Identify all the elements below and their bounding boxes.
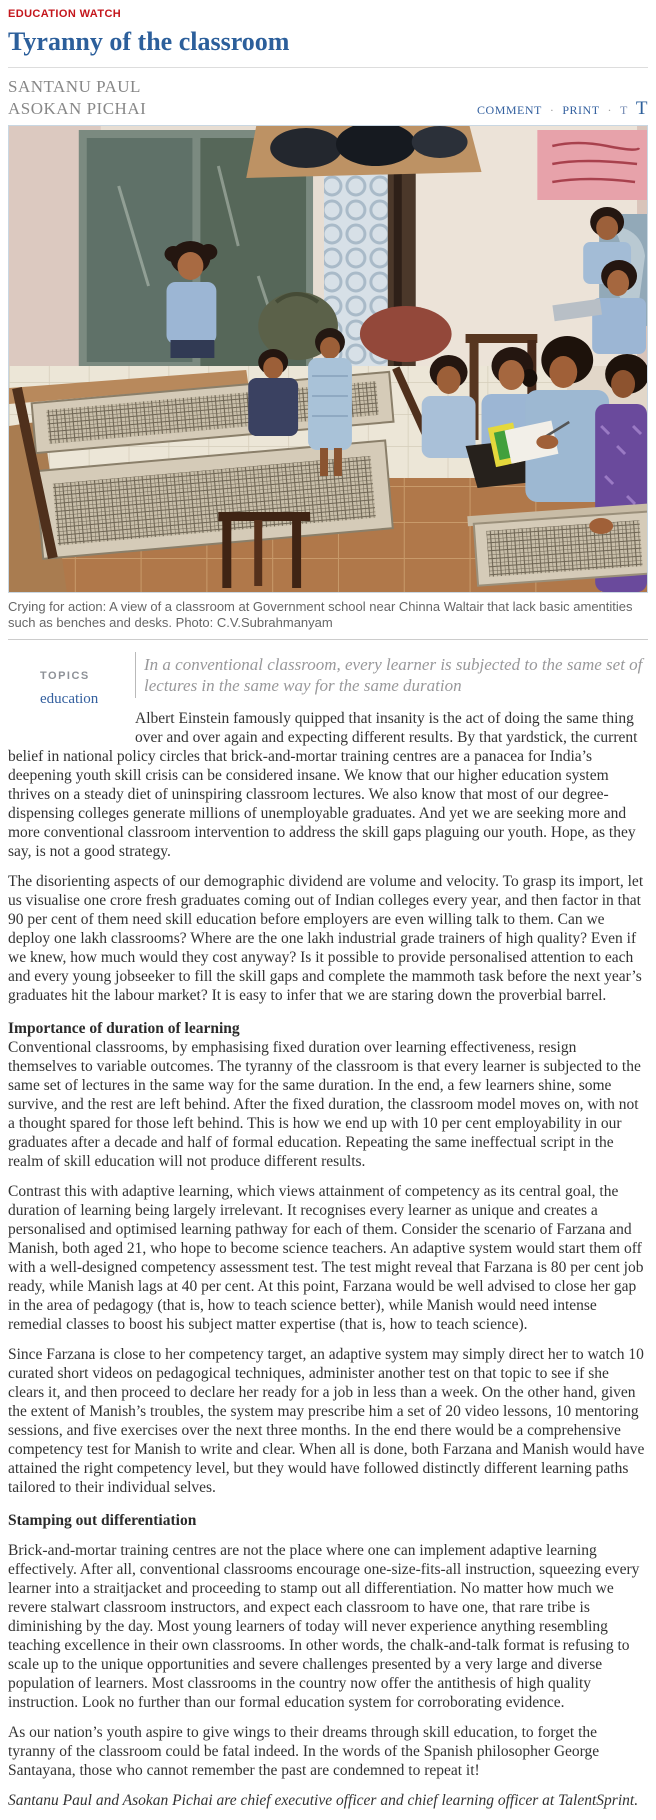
- classroom-photo-illustration: [9, 126, 647, 592]
- author-name: ASOKAN PICHAI: [8, 99, 147, 118]
- paragraph: Conventional classrooms, by emphasising fixed duration over learning effectiveness, resign themselves to variable outcomes. The tyranny of the classroom is that every learner is subjected to the same set of lectures in the same way for the same duration. In the end, a few learners shine, some survive, and the rest are left behind. After the fixed duration, the classroom model moves on, with not a thought spared for those left behind. This is how we end up with 10 per cent employability in our graduates after a decade and half of formal education. Repeating the same ineffectual script in the realm of skill education will not produce different results.: [8, 1039, 641, 1170]
- photo-caption: Crying for action: A view of a classroom at Government school near Chinna Waltair that lack basic amentities such as benches and desks. Photo: C.V.Subrahmanyam: [8, 599, 633, 630]
- back-bench-with-bags: [246, 126, 481, 178]
- author-credit: Santanu Paul and Asokan Pichai are chief executive officer and chief learning officer at TalentSprint.: [8, 1792, 639, 1809]
- topics-label: TOPICS: [40, 670, 90, 682]
- pull-quote: In a conventional classroom, every learner is subjected to the same set of lectures in the same way for the same duration: [135, 652, 648, 698]
- topic-link-education[interactable]: education: [40, 691, 99, 707]
- comment-link[interactable]: COMMENT: [477, 103, 542, 117]
- toolbar-separator: ·: [607, 103, 613, 117]
- section-kicker: EDUCATION WATCH: [8, 8, 122, 20]
- paragraph: Albert Einstein famously quipped that insanity is the act of doing the same thing over and over again and expecting different results. By that yardstick, the current belief in national policy circles that brick-and-mortar training centres are a panacea for India’s deepening youth skill crisis can be considered insane. We know that our higher education system thrives on a steady diet of uninspiring classroom lectures. We also know that most of our degree-dispensing colleges generate millions of unemployable graduates. And yet we are seeking more and more conventional classroom intervention to address the skill gaps plaguing our youth. Hope, as they say, is not a good strategy.: [8, 710, 638, 860]
- student-hand: [589, 518, 613, 534]
- topics-sidebar: [8, 652, 135, 746]
- caption-divider: [8, 639, 648, 640]
- paragraph: As our nation’s youth aspire to give wings to their dreams through skill education, to forget the tyranny of the classroom could be fatal indeed. In the words of the Spanish philosopher George Santayana, those who cannot remember the past are condemned to repeat it!: [8, 1724, 600, 1779]
- byline: [8, 76, 146, 120]
- article-photo: [8, 125, 648, 593]
- byline-row: [8, 76, 648, 120]
- paragraph: The disorienting aspects of our demographic dividend are volume and velocity. To grasp its import, let us visualise one crore fresh graduates coming out of Indian colleges every year, and then factor in that 90 per cent of them need skill education before employers are even willing talk to them. Can we deploy one lakh classrooms? Where are the one lakh industrial grade trainers of high quality? Even if we knew, how much would they cost anyway? Is it possible to provide personalised attention to each and every young jobseeker to fill the skill gaps and complete the mammoth task before the next year’s graduates hit the labour market? It is easy to infer that we are staring down the proverbial barrel.: [8, 873, 644, 1004]
- paragraph: Brick-and-mortar training centres are not the place where one can implement adaptive learning effectively. After all, conventional classrooms encourage one-size-fits-all instruction, squeezing every learner into a straitjacket and proceeding to stamp out all differentiation. No matter how much we revere stalwart classroom instructors, and expect each classroom to have one, that rare tribe is diminishing by the day. Most young learners of today will never experience anything resembling teaching excellence in their own classrooms. In other words, the chalk-and-talk format is refusing to scale up to the unique opportunities and severe challenges presented by a very large and diverse population of learners. Most classrooms in the country now offer the antithesis of high quality instruction. Look no further than our formal education system for corroborating evidence.: [8, 1542, 640, 1711]
- text-size-decrease-button[interactable]: T: [620, 103, 628, 117]
- student: [165, 241, 218, 358]
- toolbar-separator: ·: [549, 103, 555, 117]
- article-body: [8, 652, 648, 1810]
- section-heading: Stamping out differentiation: [8, 1512, 197, 1529]
- author-name: SANTANU PAUL: [8, 77, 141, 96]
- student: [422, 355, 476, 458]
- page-title: Tyranny of the classroom: [8, 27, 290, 56]
- mesh-desk-right: [467, 503, 647, 586]
- header-divider: [8, 67, 648, 68]
- paragraph: Contrast this with adaptive learning, which views attainment of competency as its central goal, the duration of learning being largely irrelevant. It recognises every learner as unique and creates a personalised and optimised learning pathway for each of them. Consider the scenario of Farzana and Manish, both aged 21, who hope to become science teachers. An adaptive system would start them off with a well-designed competency assessment test. The test might reveal that Farzana is 80 per cent job ready, while Manish lags at 40 per cent. At this point, Farzana would be well advised to close her gap in the area of pedagogy (that is, how to teach science better), while Manish would need intense remedial classes to boost his subject matter expertise (that is, how to teach science).: [8, 1183, 644, 1333]
- section-heading: Importance of duration of learning: [8, 1020, 240, 1037]
- print-link[interactable]: PRINT: [562, 103, 600, 117]
- article-toolbar: [477, 98, 648, 120]
- text-size-increase-button[interactable]: T: [635, 98, 648, 119]
- paragraph: Since Farzana is close to her competency target, an adaptive system may simply direct her to watch 10 curated short videos on pedagogical techniques, administer another test on that topic to see if she clears it, and then proceed to declare her ready for a job in less than a week. On the other hand, given the extent of Manish’s troubles, the system may prescribe him a set of 20 video lessons, 10 mentoring sessions, and five exercises over the next three months. In the end there would be a comprehensive competency test for Manish to write and clear. When all is done, both Farzana and Manish would have attained the right competency level, but they would have followed distinctly different learning paths tailored to their individual selves.: [8, 1346, 645, 1496]
